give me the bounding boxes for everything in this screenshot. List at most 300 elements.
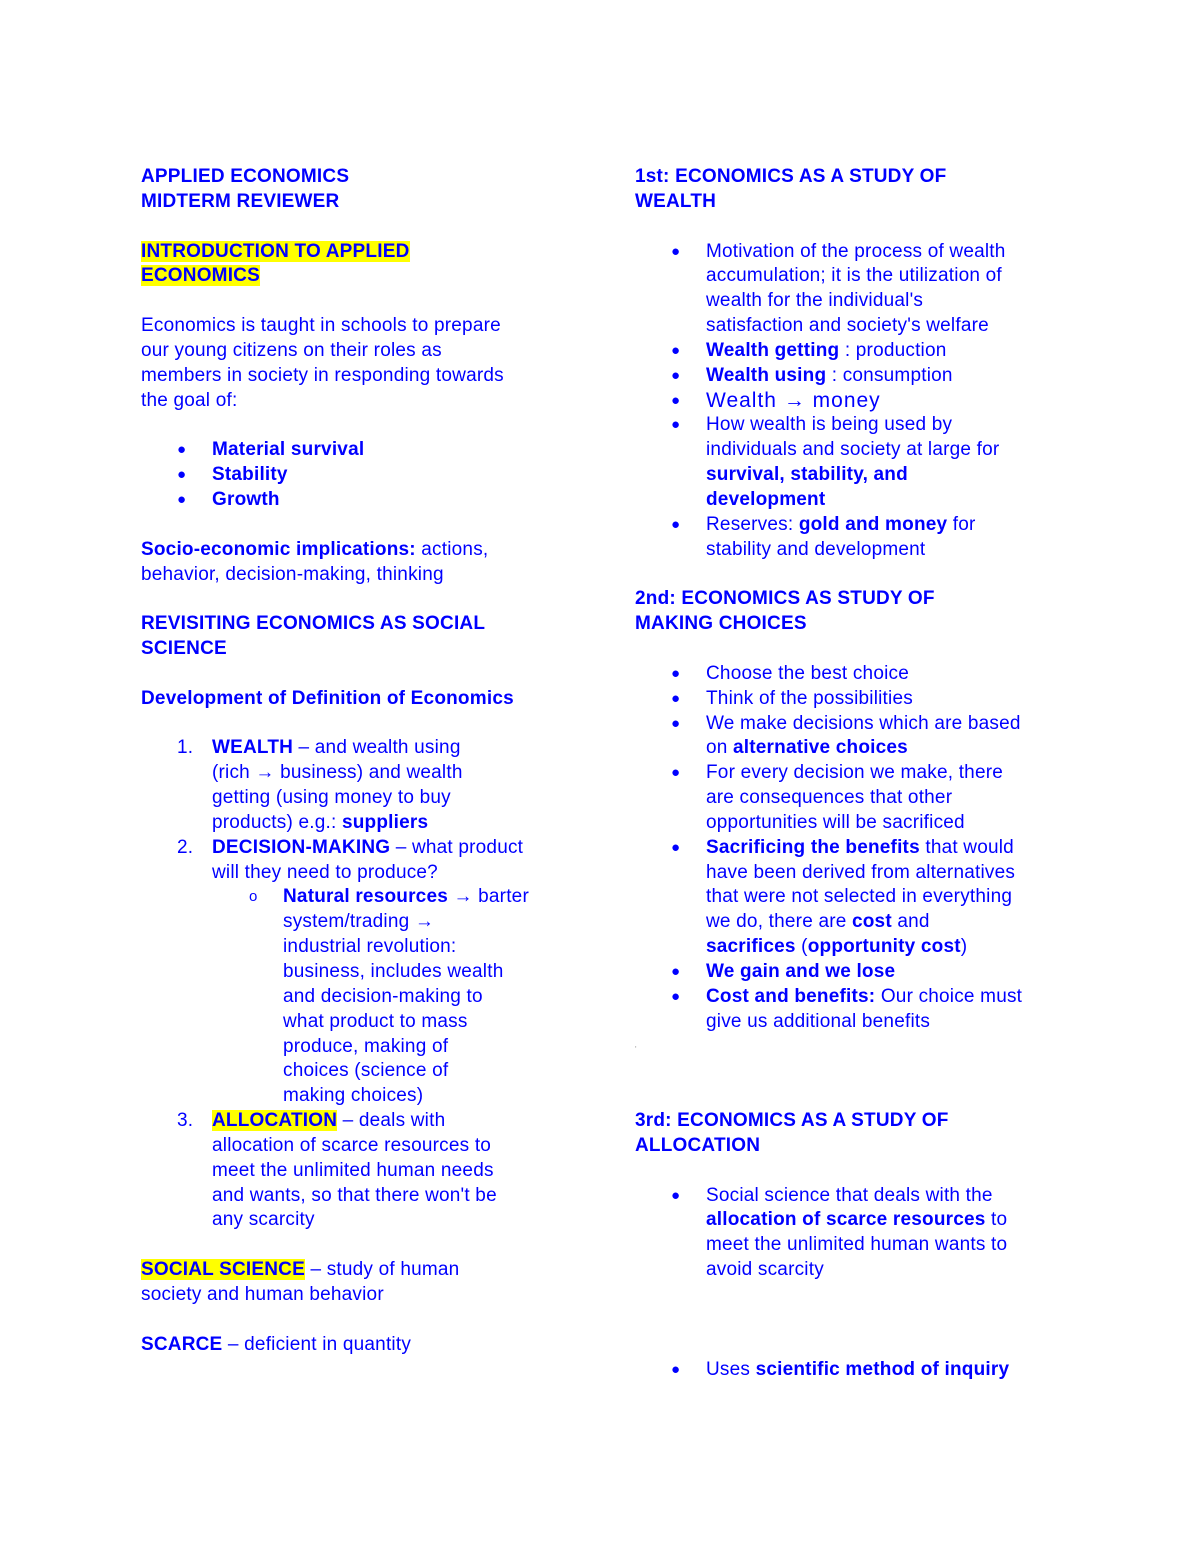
text: getting (using money to buy: [212, 787, 451, 809]
list-item: [635, 413, 1095, 438]
bullet-icon: ●: [671, 366, 681, 384]
text: have been derived from alternatives: [706, 861, 1016, 883]
line-text: [706, 662, 909, 687]
text-line: [141, 1035, 581, 1060]
text: will they need to produce?: [212, 861, 438, 883]
line-text: [212, 1184, 497, 1209]
numbered-item: [141, 736, 581, 761]
line-text: [212, 1134, 491, 1159]
line-text: [706, 413, 952, 438]
text: are consequences that other: [706, 787, 953, 809]
bold-text: REVISITING ECONOMICS AS SOCIAL: [141, 613, 486, 635]
line-text: [635, 191, 716, 212]
line-text: [706, 1010, 930, 1035]
text: Think of the possibilities: [706, 687, 913, 709]
text: – what product: [390, 836, 524, 858]
line-text: [706, 513, 976, 538]
line-text: [706, 985, 1022, 1010]
bullet-icon: ●: [671, 515, 681, 533]
bold-text: WEALTH: [212, 737, 294, 759]
text-line: [635, 1258, 1095, 1283]
text: accumulation; it is the utilization of: [706, 265, 1002, 287]
bold-text: Development of Definition of Economics: [141, 687, 514, 709]
blank-line: [635, 563, 1095, 588]
line-text: [706, 1184, 993, 1209]
line-text: [141, 340, 442, 361]
bold-text: cost: [851, 911, 892, 933]
right-column: [635, 165, 1095, 1382]
text-line: [141, 985, 581, 1010]
blank-line: [635, 1333, 1095, 1358]
bold-text: Material survival: [212, 439, 365, 461]
text: → barter: [447, 886, 529, 908]
text-line: [635, 538, 1095, 563]
text-line: [141, 786, 581, 811]
text: that would: [919, 836, 1014, 858]
text: our young citizens on their roles as: [141, 339, 442, 361]
list-item: [141, 488, 581, 513]
numbered-item: [141, 836, 581, 861]
text-line: [141, 861, 581, 886]
line-text: [706, 314, 989, 339]
text-line: [141, 165, 581, 190]
text-line: [141, 563, 581, 588]
text-line: [635, 289, 1095, 314]
line-text: [141, 265, 260, 286]
text-line: [635, 314, 1095, 339]
line-text: [283, 1035, 448, 1060]
line-text: [141, 539, 488, 560]
line-text: [212, 438, 364, 463]
text-line: [141, 1084, 581, 1109]
bold-text: Wealth using: [706, 364, 827, 386]
highlighted-text: INTRODUCTION TO APPLIED: [141, 240, 410, 262]
text-line: [141, 687, 581, 712]
text: (rich → business) and wealth: [212, 762, 463, 784]
line-text: [141, 1334, 411, 1355]
text: – deals with: [337, 1110, 446, 1132]
bold-text: Cost and benefits:: [706, 985, 876, 1007]
bullet-icon: ●: [671, 689, 681, 707]
blank-line: [141, 1233, 581, 1258]
text-line: [635, 910, 1095, 935]
text: choices (science of: [283, 1060, 449, 1082]
text: meet the unlimited human wants to: [706, 1234, 1008, 1256]
line-text: [212, 811, 428, 836]
line-text: [635, 166, 946, 187]
text: wealth for the individual's: [706, 290, 924, 312]
highlighted-text: ALLOCATION: [212, 1110, 338, 1132]
line-text: [706, 910, 930, 935]
text-line: [635, 165, 1095, 190]
text-line: [141, 364, 581, 389]
line-text: [706, 488, 825, 513]
text: – and wealth using: [293, 737, 461, 759]
text: – deficient in quantity: [222, 1333, 412, 1355]
bold-text: Sacrificing the benefits: [706, 836, 920, 858]
line-text: [283, 935, 456, 960]
list-number: 2.: [177, 836, 194, 858]
line-text: [212, 1109, 445, 1134]
list-item: [635, 240, 1095, 265]
line-text: [283, 1059, 448, 1084]
bullet-icon: ●: [177, 490, 187, 508]
bullet-icon: ●: [671, 987, 681, 1005]
line-text: [283, 885, 529, 910]
text: what product to mass: [283, 1010, 468, 1032]
line-text: [212, 861, 438, 886]
text-line: [141, 339, 581, 364]
list-number: 3.: [177, 1110, 194, 1132]
bold-text: Natural resources: [283, 886, 448, 908]
text: making choices): [283, 1085, 424, 1107]
list-item: [635, 687, 1095, 712]
line-text: [706, 761, 1003, 786]
text-line: [141, 1059, 581, 1084]
text: individuals and society at large for: [706, 439, 1000, 461]
text-line: [141, 389, 581, 414]
line-text: [141, 1259, 459, 1280]
text: Economics is taught in schools to prepare: [141, 315, 501, 337]
bold-text: WEALTH: [635, 190, 717, 212]
line-text: [283, 910, 434, 935]
line-text: [283, 985, 483, 1010]
text: (: [795, 936, 808, 958]
text-line: [635, 1134, 1095, 1159]
text-line: [635, 1233, 1095, 1258]
line-text: [141, 390, 237, 411]
text-line: [141, 1010, 581, 1035]
blank-line: [141, 413, 581, 438]
list-item: [635, 662, 1095, 687]
text: : production: [839, 339, 947, 361]
blank-line: [141, 587, 581, 612]
list-number: 1.: [177, 737, 194, 759]
bold-text: development: [706, 488, 826, 510]
text: any scarcity: [212, 1209, 315, 1231]
text-line: [141, 1208, 581, 1233]
bold-text: 3rd: ECONOMICS AS A STUDY OF: [635, 1110, 949, 1132]
text-line: [141, 538, 581, 563]
line-text: [141, 688, 514, 709]
text-line: [141, 761, 581, 786]
bold-text: ALLOCATION: [635, 1134, 761, 1156]
text-line: [635, 438, 1095, 463]
text-line: [635, 885, 1095, 910]
text-line: [141, 240, 581, 265]
blank-line: [141, 289, 581, 314]
blank-line: [635, 1059, 1095, 1084]
blank-line: [141, 712, 581, 737]
list-item: [141, 438, 581, 463]
line-text: [706, 240, 1006, 265]
line-text: [635, 588, 935, 609]
list-item: [635, 339, 1095, 364]
list-item: [635, 364, 1095, 389]
bullet-icon: ●: [671, 391, 681, 409]
line-text: [212, 1159, 494, 1184]
line-text: [212, 463, 288, 488]
text: Motivation of the process of wealth: [706, 240, 1006, 262]
text-line: [141, 190, 581, 215]
line-text: [706, 811, 965, 836]
list-item: [635, 836, 1095, 861]
text: society and human behavior: [141, 1283, 384, 1305]
bullet-icon: ●: [671, 341, 681, 359]
blank-line: [141, 215, 581, 240]
text-line: [635, 488, 1095, 513]
line-text: [706, 1208, 1007, 1233]
text-line: [141, 637, 581, 662]
blank-line: [141, 662, 581, 687]
list-item: [635, 985, 1095, 1010]
text-line: [141, 1283, 581, 1308]
text-line: [635, 786, 1095, 811]
list-item: [635, 960, 1095, 985]
line-text: [212, 736, 461, 761]
bold-text: MAKING CHOICES: [635, 613, 807, 635]
bold-text: Socio-economic implications:: [141, 538, 416, 560]
line-text: [141, 613, 485, 634]
text-line: [141, 910, 581, 935]
bullet-icon: ●: [177, 466, 187, 484]
list-item: [635, 513, 1095, 538]
text-line: [635, 1109, 1095, 1134]
line-text: [706, 364, 953, 389]
text: business, includes wealth: [283, 961, 504, 982]
bullet-icon: ●: [671, 963, 681, 980]
text-line: [635, 736, 1095, 761]
blank-line: [635, 1308, 1095, 1333]
left-column: [141, 165, 581, 1358]
bullet-icon: o: [249, 888, 258, 906]
text: produce, making of: [283, 1035, 449, 1057]
line-text: [706, 1258, 824, 1283]
bold-text: 2nd: ECONOMICS AS STUDY OF: [635, 588, 935, 610]
line-text: [283, 1010, 468, 1035]
bold-text: suppliers: [341, 811, 429, 833]
line-text: [706, 389, 881, 415]
bold-text: Wealth → money: [706, 388, 881, 412]
list-item: [141, 463, 581, 488]
line-text: [706, 1233, 1007, 1258]
blank-line: [635, 637, 1095, 662]
list-item: [635, 1358, 1095, 1383]
text: Choose the best choice: [706, 662, 909, 684]
list-item: [635, 389, 1095, 414]
text-line: [635, 463, 1095, 488]
highlighted-text: SOCIAL SCIENCE: [141, 1259, 305, 1281]
text-line: [141, 314, 581, 339]
line-text: [706, 1358, 1009, 1383]
text: the goal of:: [141, 389, 238, 411]
line-text: [706, 861, 1015, 886]
blank-line: [635, 1283, 1095, 1308]
line-text: [212, 488, 280, 513]
text-line: [141, 885, 581, 910]
text: and: [891, 911, 930, 933]
text: ): [960, 936, 968, 958]
text-line: [141, 935, 581, 960]
line-text: [706, 339, 947, 364]
text: and wants, so that there won't be: [212, 1184, 497, 1206]
line-text: [706, 786, 952, 811]
bullet-icon: ●: [671, 1186, 681, 1204]
line-text: [706, 687, 913, 712]
text: members in society in responding towards: [141, 364, 504, 386]
numbered-item: [141, 1109, 581, 1134]
text-line: [635, 190, 1095, 215]
text: for: [947, 513, 976, 535]
line-text: [141, 1284, 384, 1305]
bullet-icon: ●: [671, 664, 681, 682]
line-text: [141, 166, 349, 187]
text-line: [141, 1134, 581, 1159]
text: Reserves:: [706, 513, 799, 535]
text: – study of human: [304, 1259, 460, 1281]
bold-text: DECISION-MAKING: [212, 836, 391, 858]
bold-text: SCIENCE: [141, 638, 227, 660]
line-text: [706, 960, 895, 985]
bullet-icon: ●: [671, 764, 681, 782]
text-line: [635, 935, 1095, 960]
text: behavior, decision-making, thinking: [141, 563, 444, 585]
text: system/trading →: [283, 911, 435, 933]
bullet-icon: ●: [671, 1360, 681, 1378]
blank-line: [141, 513, 581, 538]
text: Social science that deals with the: [706, 1184, 993, 1206]
text-line: [141, 1159, 581, 1184]
text-line: [635, 587, 1095, 612]
bold-text: Growth: [212, 488, 280, 510]
bold-text: We gain and we lose: [706, 961, 896, 982]
text: For every decision we make, there: [706, 762, 1003, 784]
blank-line: [141, 1308, 581, 1333]
highlighted-text: ECONOMICS: [141, 265, 260, 287]
text: we do, there are: [706, 911, 852, 933]
blank-line: [635, 1159, 1095, 1184]
bullet-icon: ●: [671, 838, 681, 856]
text: meet the unlimited human needs: [212, 1159, 494, 1181]
bold-text: opportunity cost: [807, 936, 961, 958]
text: give us additional benefits: [706, 1010, 931, 1032]
text: Our choice must: [875, 985, 1023, 1007]
line-text: [706, 289, 923, 314]
line-text: [141, 315, 501, 336]
text-line: [141, 612, 581, 637]
line-text: [706, 538, 925, 563]
bold-text: 1st: ECONOMICS AS A STUDY OF: [635, 166, 947, 187]
text-line: [635, 264, 1095, 289]
text-line: [141, 1184, 581, 1209]
text: How wealth is being used by: [706, 414, 953, 436]
bold-text: Stability: [212, 464, 288, 486]
blank-line: [635, 1084, 1095, 1109]
bullet-icon: ●: [671, 714, 681, 732]
line-text: [141, 564, 444, 585]
bullet-icon: ●: [671, 242, 681, 260]
text: : consumption: [826, 364, 953, 386]
bullet-icon: ●: [671, 416, 681, 434]
text-line: [141, 811, 581, 836]
bold-text: MIDTERM REVIEWER: [141, 190, 340, 212]
line-text: [706, 264, 1002, 289]
line-text: [635, 1036, 637, 1057]
text: products) e.g.:: [212, 811, 342, 833]
line-text: [283, 960, 503, 985]
list-item: [635, 1184, 1095, 1209]
text: that were not selected in everything: [706, 886, 1013, 908]
list-item: [635, 712, 1095, 737]
line-text: [212, 786, 451, 811]
text: on: [706, 737, 734, 759]
bold-text: allocation of scarce resources: [706, 1209, 986, 1231]
bullet-icon: ●: [177, 441, 187, 459]
text: satisfaction and society's welfare: [706, 315, 989, 337]
text: and decision-making to: [283, 985, 483, 1007]
bold-text: survival, stability, and: [706, 464, 908, 486]
text: industrial revolution:: [283, 936, 457, 958]
text-line: [141, 1333, 581, 1358]
bold-text: sacrifices: [706, 936, 796, 958]
line-text: [706, 736, 908, 761]
line-text: [706, 885, 1012, 910]
text: allocation of scarce resources to: [212, 1134, 492, 1156]
line-text: [706, 935, 967, 960]
text-line: [635, 1010, 1095, 1035]
line-text: [706, 463, 908, 488]
list-item: [635, 761, 1095, 786]
text-line: [635, 811, 1095, 836]
bold-text: APPLIED ECONOMICS: [141, 166, 350, 187]
line-text: [212, 1208, 315, 1233]
line-text: [141, 638, 227, 659]
line-text: [212, 836, 523, 861]
line-text: [212, 761, 463, 786]
line-text: [283, 1084, 423, 1109]
text-line: [635, 1208, 1095, 1233]
line-text: [635, 1135, 760, 1156]
text: stability and development: [706, 538, 926, 560]
text: avoid scarcity: [706, 1259, 824, 1281]
bold-text: Wealth getting: [706, 339, 840, 361]
blank-line: [635, 215, 1095, 240]
text-line: [141, 264, 581, 289]
text-line: [141, 960, 581, 985]
line-text: [706, 712, 1021, 737]
bold-text: alternative choices: [733, 737, 908, 759]
text: ': [635, 1044, 637, 1054]
line-text: [635, 1110, 949, 1131]
line-text: [706, 836, 1014, 861]
text: to: [985, 1209, 1008, 1231]
text: Uses: [706, 1358, 756, 1380]
line-text: [706, 438, 999, 463]
bold-text: gold and money: [798, 513, 948, 535]
text: We make decisions which are based: [706, 712, 1021, 734]
text-line: [635, 1035, 1095, 1060]
line-text: [141, 365, 504, 386]
bold-text: scientific method of inquiry: [755, 1358, 1010, 1380]
line-text: [141, 191, 339, 212]
text-line: [141, 1258, 581, 1283]
line-text: [635, 613, 807, 634]
text: opportunities will be sacrificed: [706, 811, 965, 833]
text-line: [635, 861, 1095, 886]
text-line: [635, 612, 1095, 637]
bold-text: SCARCE: [141, 1333, 223, 1355]
line-text: [141, 241, 410, 262]
